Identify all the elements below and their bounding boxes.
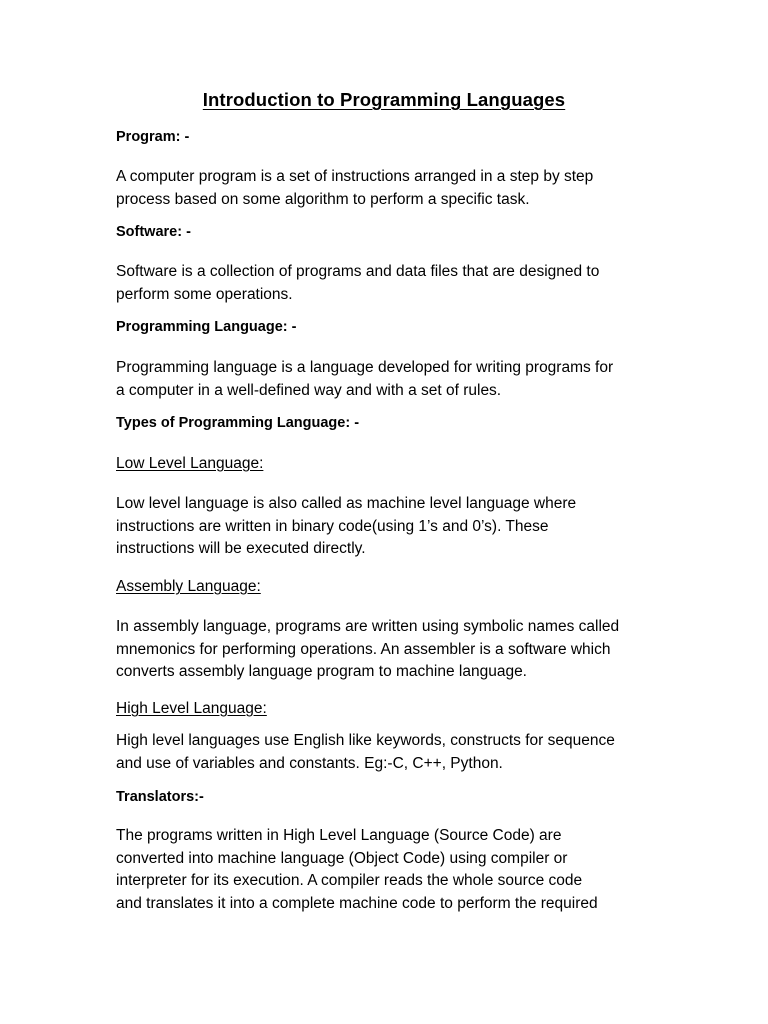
subheading-low-level: Low Level Language:: [116, 455, 264, 472]
paragraph-line: Low level language is also called as machine level language where: [116, 495, 577, 512]
paragraph-translators: [116, 825, 661, 915]
paragraph-programming-language: [116, 357, 661, 402]
paragraph-line: Programming language is a language developed for writing programs for: [116, 359, 614, 376]
paragraph-line: converted into machine language (Object Code) using compiler or: [116, 849, 568, 867]
paragraph-line: process based on some algorithm to perform a specific task.: [116, 190, 530, 208]
paragraph-line: High level languages use English like keywords, constructs for sequence: [116, 732, 615, 749]
paragraph-line: instructions will be executed directly.: [116, 540, 366, 557]
paragraph-line: Software is a collection of programs and data files that are designed to: [116, 263, 600, 280]
paragraph-line: interpreter for its execution. A compiler reads the whole source code: [116, 872, 583, 889]
paragraph-line: A computer program is a set of instructions arranged in a step by step: [116, 168, 594, 185]
paragraph-line: converts assembly language program to machine language.: [116, 663, 527, 680]
subheading-high-level: High Level Language:: [116, 700, 267, 717]
subheading-assembly: Assembly Language:: [116, 578, 261, 595]
paragraph-software: [116, 261, 661, 306]
paragraph-assembly: [116, 616, 661, 684]
heading-translators: Translators:-: [116, 789, 204, 805]
paragraph-line: and translates it into a complete machine code to perform the required: [116, 894, 598, 912]
paragraph-high-level: [116, 730, 661, 775]
paragraph-line: mnemonics for performing operations. An assembler is a software which: [116, 640, 611, 658]
heading-types: Types of Programming Language: -: [116, 415, 360, 431]
paragraph-low-level: [116, 493, 661, 561]
paragraph-line: perform some operations.: [116, 285, 293, 303]
heading-programming-language: Programming Language: -: [116, 319, 297, 335]
heading-software: Software: -: [116, 224, 191, 240]
paragraph-line: instructions are written in binary code(using 1’s and 0’s). These: [116, 517, 549, 535]
document-title: Introduction to Programming Languages: [202, 89, 566, 110]
paragraph-line: a computer in a well-defined way and with a set of rules.: [116, 381, 502, 399]
paragraph-line: In assembly language, programs are written using symbolic names called: [116, 618, 620, 635]
paragraph-line: and use of variables and constants. Eg:-C, C++, Python.: [116, 754, 503, 772]
paragraph-program: [116, 166, 661, 211]
paragraph-line: The programs written in High Level Language (Source Code) are: [116, 827, 562, 844]
heading-program: Program: -: [116, 129, 190, 145]
